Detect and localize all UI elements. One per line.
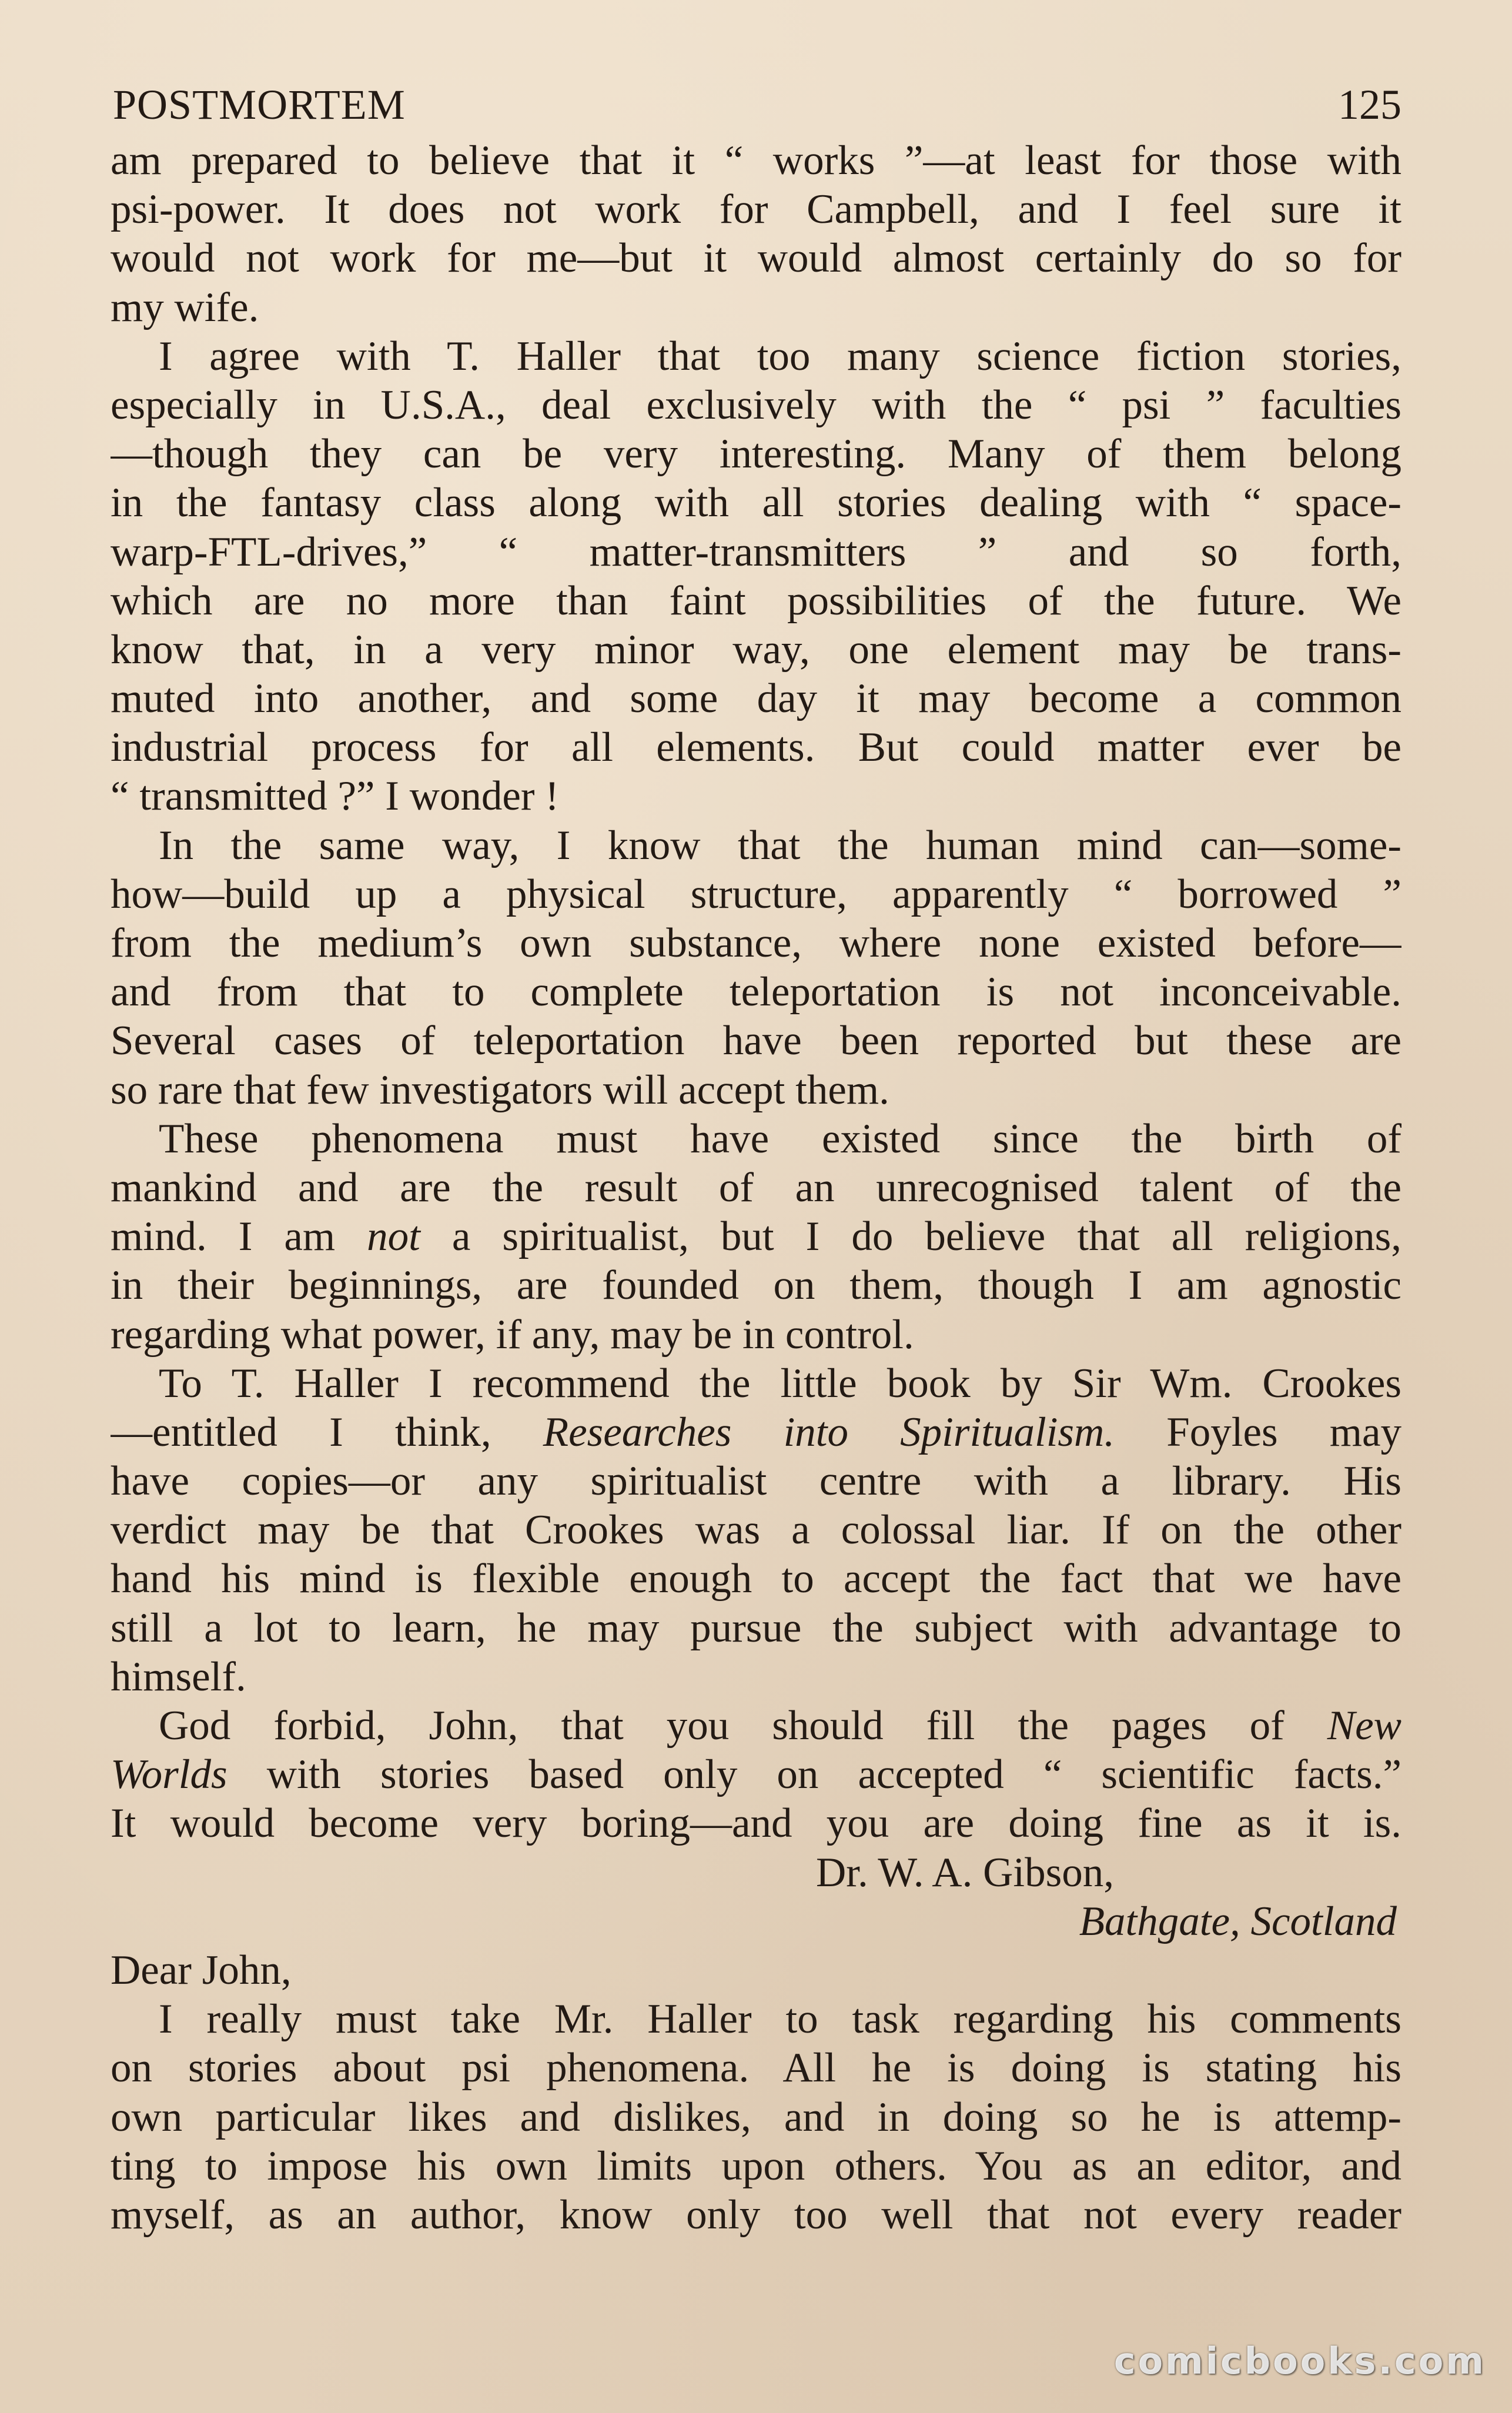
text-line-with-italic xyxy=(111,1212,1401,1261)
text-line: warp-FTL-drives,” “ matter-transmitters ” and so forth, xyxy=(111,529,1401,575)
location-text: Bathgate, Scotland xyxy=(1079,1898,1397,1944)
letter-salutation: Dear John, xyxy=(111,1947,292,1993)
text-line: from the medium’s own substance, where none existed before— xyxy=(111,920,1401,966)
italic-text: not xyxy=(367,1214,420,1260)
text-line: especially in U.S.A., deal exclusively with the “ psi ” faculties xyxy=(111,382,1401,428)
text-line: mankind and are the result of an unrecognised talent of the xyxy=(111,1164,1401,1211)
book-title: Researches into Spiritualism. xyxy=(543,1409,1115,1455)
text-line: how—build up a physical structure, apparently “ borrowed ” xyxy=(111,871,1401,917)
roman-text: Foyles may xyxy=(1115,1409,1401,1455)
text-line: which are no more than faint possibilities of the future. We xyxy=(111,577,1401,624)
paragraph-first-line-with-italic xyxy=(111,1702,1401,1750)
paragraph-first-line: I really must take Mr. Haller to task regarding his comments xyxy=(159,1996,1401,2043)
text-line: myself, as an author, know only too well that not every reader xyxy=(111,2191,1401,2238)
text-line: “ transmitted ?” I wonder ! xyxy=(111,773,559,820)
roman-text: a spiritualist, but I do believe that all religions, xyxy=(420,1214,1401,1260)
text-line: am prepared to believe that it “ works ”—at least for those with xyxy=(111,138,1401,183)
roman-text: mind. I am xyxy=(111,1214,367,1260)
text-line: would not work for me—but it would almost certainly do so for xyxy=(111,235,1401,282)
text-line: industrial process for all elements. But could matter ever be xyxy=(111,724,1401,771)
paragraph-first-line: I agree with T. Haller that too many science fiction stories, xyxy=(159,333,1401,379)
text-line-with-italic xyxy=(111,1408,1401,1457)
text-line: and from that to complete teleportation is not inconceivable. xyxy=(111,969,1401,1015)
roman-text: —entitled I think, xyxy=(111,1409,543,1455)
paragraph-first-line: These phenomena must have existed since the birth of xyxy=(159,1115,1401,1162)
text-line: my wife. xyxy=(111,284,259,330)
text-line: verdict may be that Crookes was a colossal liar. If on the other xyxy=(111,1507,1401,1553)
text-line: Several cases of teleportation have been reported but these are xyxy=(111,1018,1401,1064)
signature-location xyxy=(111,1897,1401,1946)
magazine-title: Worlds xyxy=(111,1752,228,1798)
text-line: have copies—or any spiritualist centre with a library. His xyxy=(111,1458,1401,1505)
text-line: so rare that few investigators will accept them. xyxy=(111,1067,889,1113)
text-line: hand his mind is flexible enough to accept the fact that we have xyxy=(111,1556,1401,1602)
text-line: ting to impose his own limits upon others. You as an editor, and xyxy=(111,2143,1401,2189)
magazine-title: New xyxy=(1327,1703,1401,1749)
text-line: muted into another, and some day it may become a common xyxy=(111,676,1401,722)
roman-text: God forbid, John, that you should fill the pages of xyxy=(159,1703,1327,1749)
text-line: It would become very boring—and you are doing fine as it is. xyxy=(111,1800,1401,1847)
text-line: regarding what power, if any, may be in control. xyxy=(111,1311,914,1358)
watermark: comicbooks.com xyxy=(1113,2340,1486,2382)
text-line: himself. xyxy=(111,1653,246,1700)
text-line: still a lot to learn, he may pursue the subject with advantage to xyxy=(111,1605,1401,1651)
text-line: in their beginnings, are founded on them, though I am agnostic xyxy=(111,1262,1401,1309)
body-text xyxy=(111,136,1401,2240)
text-line: own particular likes and dislikes, and in doing so he is attemp- xyxy=(111,2094,1401,2140)
roman-text: with stories based only on accepted “ scientific facts.” xyxy=(227,1752,1401,1798)
text-line: on stories about psi phenomena. All he is doing is stating his xyxy=(111,2045,1401,2091)
running-head xyxy=(111,75,1401,134)
book-page xyxy=(111,75,1401,2321)
text-line: know that, in a very minor way, one element may be trans- xyxy=(111,626,1401,673)
text-line: in the fantasy class along with all stories dealing with “ space- xyxy=(111,480,1401,526)
signature-name: Dr. W. A. Gibson, xyxy=(816,1849,1114,1896)
page-number: 125 xyxy=(1338,81,1401,128)
paragraph-first-line: To T. Haller I recommend the little book by Sir Wm. Crookes xyxy=(159,1360,1401,1406)
running-title: POSTMORTEM xyxy=(113,81,406,128)
text-line-with-italic xyxy=(111,1750,1401,1799)
paragraph-first-line: In the same way, I know that the human mind can—some- xyxy=(159,822,1401,868)
text-line: —though they can be very interesting. Many of them belong xyxy=(111,431,1401,477)
text-line: psi-power. It does not work for Campbell, and I feel sure it xyxy=(111,186,1401,233)
